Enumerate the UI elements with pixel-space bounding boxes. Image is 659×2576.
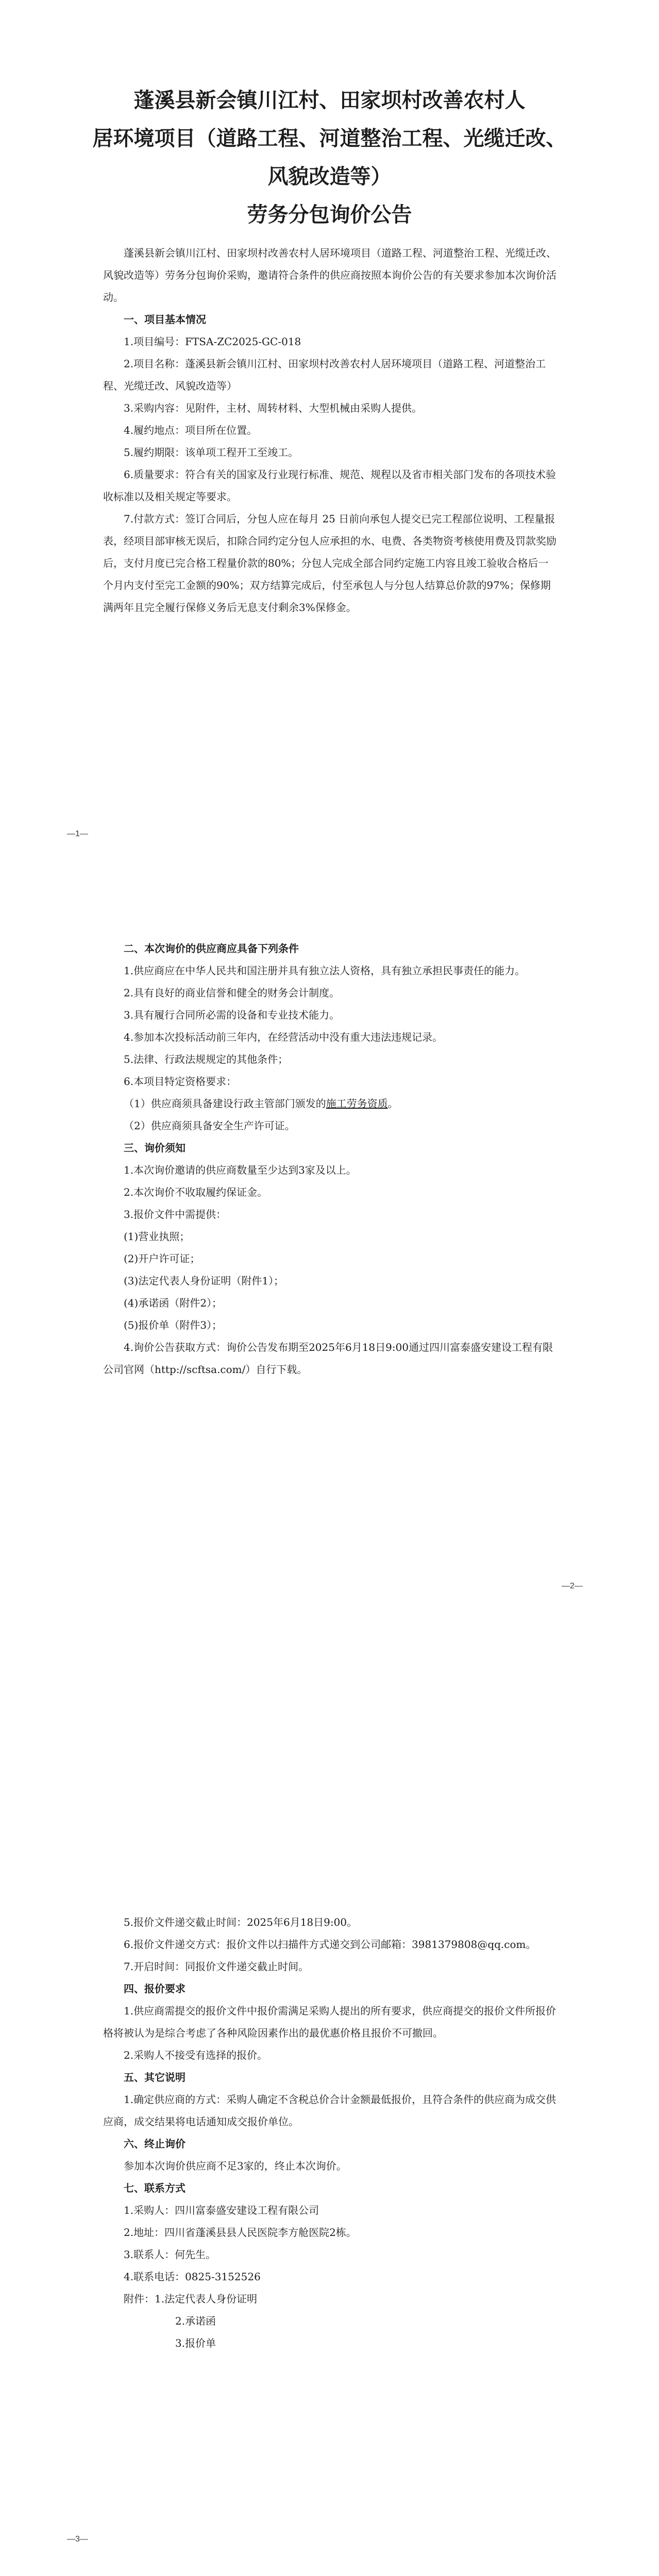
intro-paragraph: 蓬溪县新会镇川江村、田家坝村改善农村人居环境项目（道路工程、河道整治工程、光缆迁改、风貌改造等）劳务分包询价采购，邀请符合条件的供应商按照本询价公告的有关要求参加本次询价活动。 [103,247,556,303]
sec2-item-2: 2.具有良好的商业信誉和健全的财务会计制度。 [124,987,340,999]
sec2-item-5: 5.法律、行政法规规定的其他条件； [124,1053,289,1065]
sec3-item-5: 5.报价文件递交截止时间：2025年6月18日9:00。 [124,1916,358,1928]
page-3-body [103,1911,556,2354]
sec2-item-4: 4.参加本次投标活动前三年内，在经营活动中没有重大违法违规记录。 [124,1031,443,1043]
page-2 [0,876,659,1803]
contact-address: 2.地址：四川省蓬溪县县人民医院李方舱医院2栋。 [124,2226,357,2239]
sec1-item-5: 5.履约期限：该单项工程开工至竣工。 [124,446,299,459]
qualification-text: （1）供应商须具备建设行政主管部门颁发的 [124,1097,326,1110]
page-3 [0,1803,659,2576]
page-number: —3— [67,2535,88,2544]
sec3-item-7: 7.开启时间：同报价文件递交截止时间。 [124,1960,309,1973]
sec2-item-1: 1.供应商应在中华人民共和国注册并具有独立法人资格，具有独立承担民事责任的能力。 [124,964,526,977]
sec3-item-3: 3.报价文件中需提供： [124,1208,227,1221]
title-line-1: 蓬溪县新会镇川江村、田家坝村改善农村人 [133,89,526,112]
contact-purchaser: 1.采购人：四川富泰盛安建设工程有限公司 [124,2204,319,2216]
document-title [0,81,659,234]
sec3-item-4: 4.询价公告获取方式：询价公告发布期至2025年6月18日9:00通过四川富泰盛安建设工程有限公司官网（http://scftsa.com/）自行下载。 [103,1341,553,1376]
sec1-item-2: 2.项目名称：蓬溪县新会镇川江村、田家坝村改善农村人居环境项目（道路工程、河道整治工程、光缆迁改、风貌改造等） [103,358,546,392]
qualification-underlined: 施工劳务资质 [326,1097,388,1110]
qualification-requirement-2: （2）供应商须具备安全生产许可证。 [124,1120,295,1132]
section-5-heading: 五、其它说明 [124,2071,185,2083]
page-1-body [103,242,556,619]
attachment-2: 2.承诺函 [175,2315,216,2327]
page-2-body [103,938,556,1381]
title-line-3: 风貌改造等） [267,165,392,189]
sec1-item-6: 6.质量要求：符合有关的国家及行业现行标准、规范、规程以及省市相关部门发布的各项技术验收标准以及相关规定等要求。 [103,468,556,503]
attachments-label [103,2288,556,2310]
title-line-2: 居环境项目（道路工程、河道整治工程、光缆迁改、 [92,127,567,150]
sec5-item-1: 1.确定供应商的方式：采购人确定不含税总价合计金额最低报价，且符合条件的供应商为成交供应商，成交结果将电话通知成交报价单位。 [103,2093,556,2128]
sec1-item-7: 7.付款方式：签订合同后，分包人应在每月 25 日前向承包人提交已完工程部位说明、工程量报表，经项目部审核无误后，扣除合同约定分包人应承担的水、电费、各类物资考核使用费及罚款奖励后，支付月度已完合格工程量价款的80%；分包人完成全部合同约定施工内容且竣工验收合格后一个月内支付至完工金额的90%；双方结算完成后，付至承包人与分包人结算总价款的97%；保修期满两年且完全履行保修义务后无息支付剩余3%保修金。 [103,513,556,614]
attachments-title: 附件： [124,2293,155,2305]
attachment-3: 3.报价单 [175,2337,216,2349]
required-doc-1: (1)营业执照； [124,1230,190,1243]
section-6-heading: 六、终止询价 [124,2138,185,2150]
required-doc-4: (4)承诺函（附件2）； [124,1297,223,1309]
page-number: —1— [67,829,88,838]
sec3-item-6: 6.报价文件递交方式：报价文件以扫描件方式递交到公司邮箱：3981379808@qq.com。 [124,1938,536,1951]
section-2-heading: 二、本次询价的供应商应具备下列条件 [124,942,299,955]
sec1-item-1: 1.项目编号：FTSA-ZC2025-GC-018 [124,335,301,348]
section-3-heading: 三、询价须知 [124,1142,185,1154]
sec2-item-6: 6.本项目特定资格要求： [124,1075,237,1088]
contact-phone: 4.联系电话：0825-3152526 [124,2270,261,2283]
page-number: —2— [562,1582,583,1590]
section-7-heading: 七、联系方式 [124,2182,185,2194]
sec1-item-4: 4.履约地点：项目所在位置。 [124,424,258,436]
sec1-item-3: 3.采购内容：见附件，主材、周转材料、大型机械由采购人提供。 [124,402,423,414]
title-line-4: 劳务分包询价公告 [247,203,412,227]
contact-person: 3.联系人：何先生。 [124,2248,216,2261]
sec2-item-3: 3.具有履行合同所必需的设备和专业技术能力。 [124,1009,340,1021]
sec3-item-1: 1.本次询价邀请的供应商数量至少达到3家及以上。 [124,1164,357,1176]
sec4-item-1: 1.供应商需提交的报价文件中报价需满足采购人提出的所有要求，供应商提交的报价文件所报价格将被认为是综合考虑了各种风险因素作出的最优惠价格且报价不可撤回。 [103,2005,556,2039]
qualification-end: 。 [387,1097,398,1110]
page-1 [0,0,659,876]
attachment-1: 1.法定代表人身份证明 [155,2293,258,2305]
sec6-item-1: 参加本次询价供应商不足3家的，终止本次询价。 [124,2160,347,2172]
required-doc-3: (3)法定代表人身份证明（附件1）； [124,1275,284,1287]
qualification-requirement-1 [103,1093,556,1115]
section-4-heading: 四、报价要求 [124,1982,185,1995]
required-doc-5: (5)报价单（附件3）； [124,1319,223,1331]
required-doc-2: (2)开户许可证； [124,1252,200,1265]
sec4-item-2: 2.采购人不接受有选择的报价。 [124,2049,268,2061]
sec3-item-2: 2.本次询价不收取履约保证金。 [124,1186,268,1198]
section-1-heading: 一、项目基本情况 [124,313,206,326]
